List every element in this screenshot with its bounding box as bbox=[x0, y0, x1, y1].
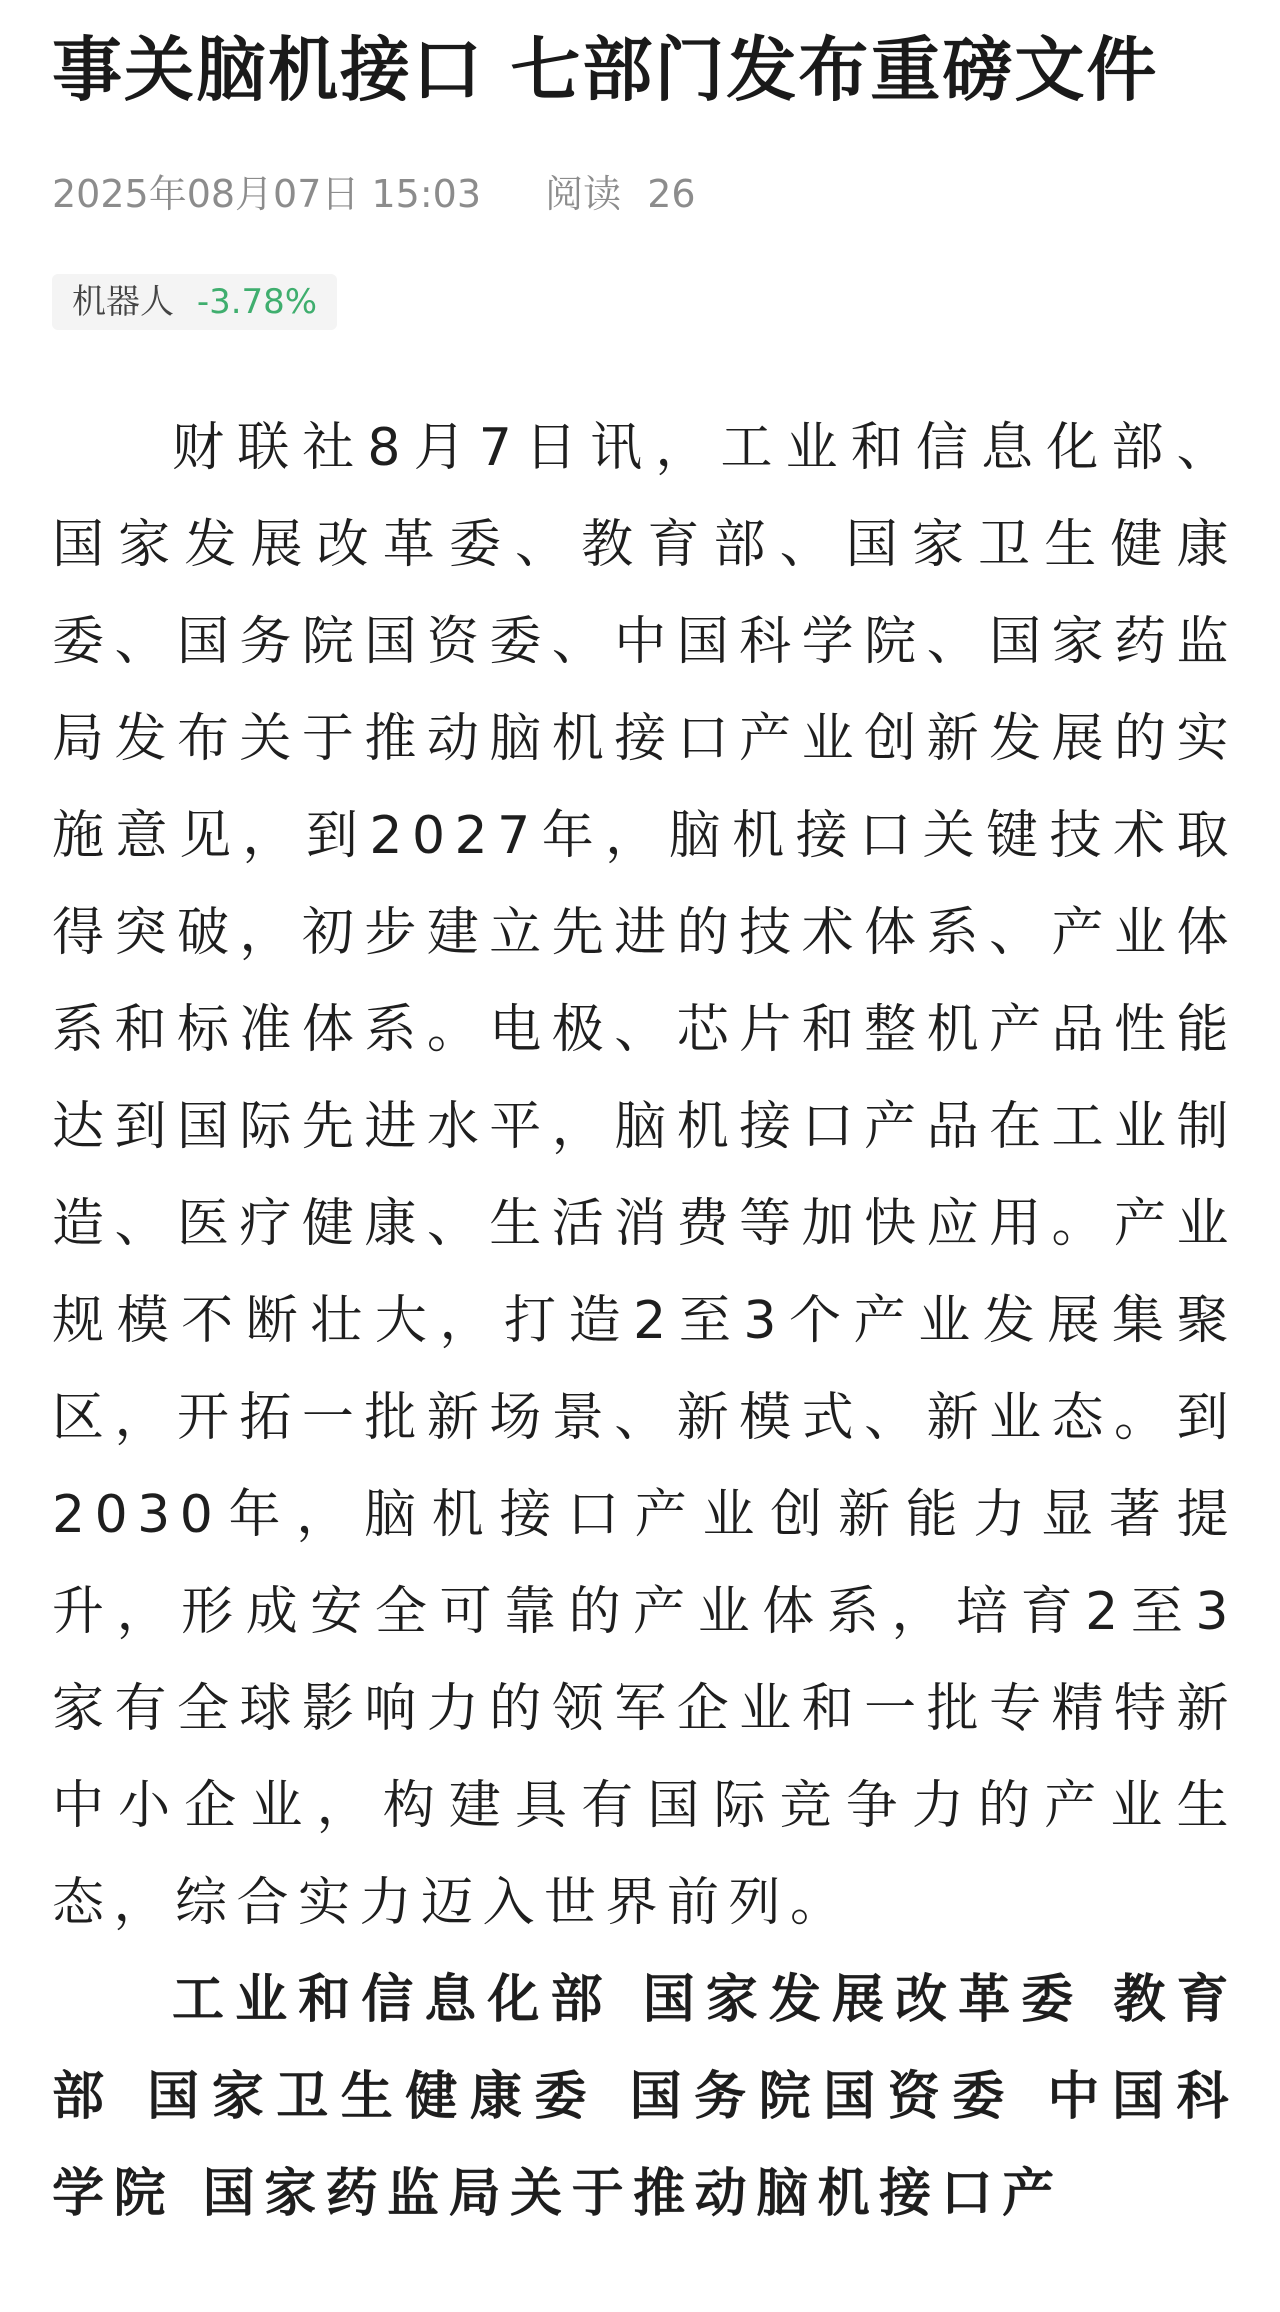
article-page bbox=[52, 0, 1238, 2243]
article-body bbox=[52, 400, 1238, 2243]
article-paragraph: 财联社8月7日讯，工业和信息化部、国家发展改革委、教育部、国家卫生健康委、国务院国资委、中国科学院、国家药监局发布关于推动脑机接口产业创新发展的实施意见，到2027年，脑机接口关键技术取得突破，初步建立先进的技术体系、产业体系和标准体系。电极、芯片和整机产品性能达到国际先进水平，脑机接口产品在工业制造、医疗健康、生活消费等加快应用。产业规模不断壮大，打造2至3个产业发展集聚区，开拓一批新场景、新模式、新业态。到2030年，脑机接口产业创新能力显著提升，形成安全可靠的产业体系，培育2至3家有全球影响力的领军企业和一批专精特新中小企业，构建具有国际竞争力的产业生态，综合实力迈入世界前列。 bbox=[52, 418, 1238, 1933]
stock-tag[interactable] bbox=[52, 274, 337, 330]
stock-tag-change: -3.78% bbox=[196, 282, 318, 322]
article-meta bbox=[52, 172, 1238, 216]
publish-date: 2025年08月07日 15:03 bbox=[52, 172, 482, 216]
article-paragraph: 工业和信息化部 国家发展改革委 教育部 国家卫生健康委 国务院国资委 中国科学院 国家药监局关于推动脑机接口产 bbox=[52, 1970, 1238, 2224]
stock-tag-name: 机器人 bbox=[72, 282, 174, 322]
article-title: 事关脑机接口 七部门发布重磅文件 bbox=[52, 29, 1159, 111]
read-count: 26 bbox=[647, 172, 696, 216]
read-label: 阅读 bbox=[545, 172, 622, 216]
